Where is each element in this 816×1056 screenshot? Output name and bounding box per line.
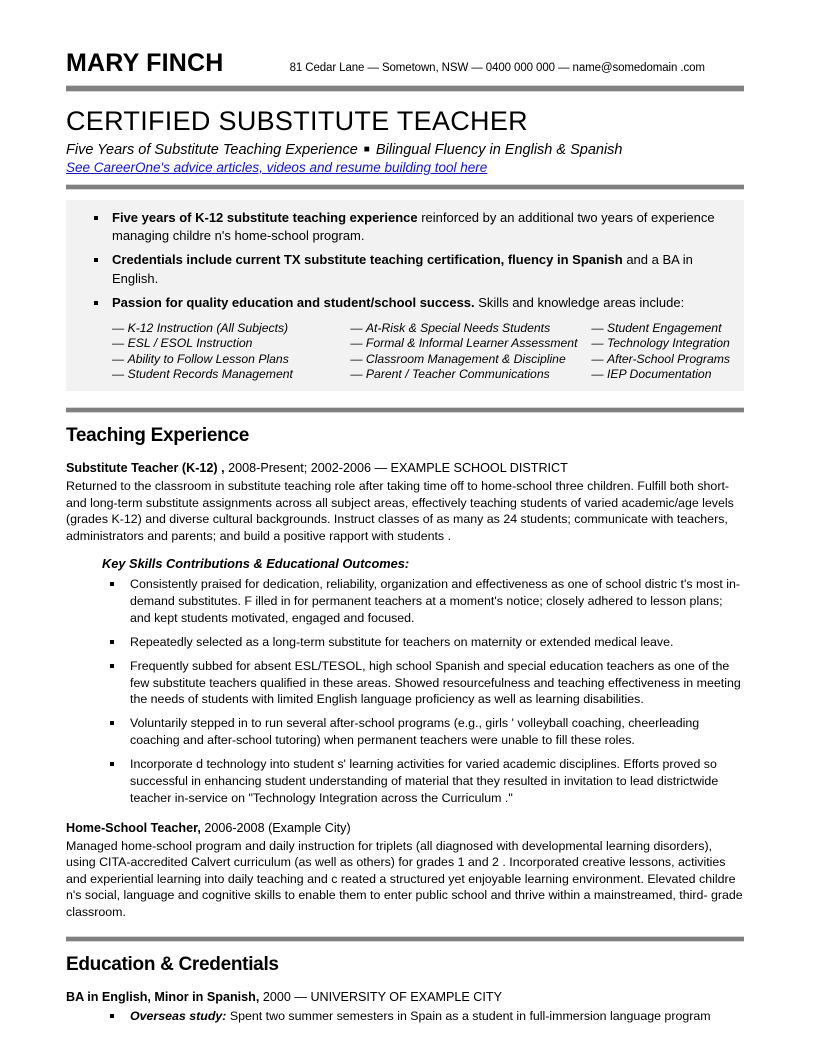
skill-item: — At-Risk & Special Needs Students (350, 321, 591, 336)
education-detail-list (66, 1008, 744, 1025)
skill-item: — IEP Documentation (591, 367, 730, 382)
job-role: Home-School Teacher, (66, 820, 201, 835)
degree-line (66, 989, 744, 1006)
job-dates-employer: 2008-Present; 2002-2006 — EXAMPLE SCHOOL DISTRICT (224, 461, 568, 476)
degree-year-school: 2000 — UNIVERSITY OF EXAMPLE CITY (259, 990, 502, 1005)
degree-name: BA in English, Minor in Spanish, (66, 990, 260, 1005)
square-bullet-icon: ■ (363, 143, 370, 155)
job-title-home-school-teacher (66, 820, 744, 837)
advice-articles-link[interactable]: See CareerOne's advice articles, videos and resume building tool here (66, 159, 488, 175)
education-divider (66, 936, 744, 942)
skills-columns (78, 321, 730, 383)
list-item: Incorporate d technology into student s' learning activities for varied academic disciplines. Efforts proved so successful in enhancing student understanding of material that they resulted in invitation to lead districtwide teacher in-service on "Technology Integration across the Curriculum ." (102, 756, 744, 807)
candidate-name: MARY FINCH (66, 49, 224, 77)
summary-bullet-lead: Passion for quality education and student/school success. (112, 295, 475, 311)
skill-item: — Student Engagement (591, 321, 730, 336)
summary-bullet-list (78, 209, 730, 313)
key-skills-subheading: Key Skills Contributions & Educational Outcomes: (102, 556, 410, 572)
tagline-left: Five Years of Substitute Teaching Experience (66, 141, 358, 158)
skill-item: — Ability to Follow Lesson Plans (112, 352, 350, 367)
summary-bullet-rest: reinforced by an additional two years of experience managing childre n's home-school program. (112, 209, 715, 243)
skill-item: — After-School Programs (591, 352, 730, 367)
skill-item: — Technology Integration (591, 336, 730, 351)
title-divider (66, 184, 744, 190)
skills-column-3 (591, 321, 730, 383)
summary-bullet-rest: and a BA in English. (112, 252, 693, 286)
list-item: Repeatedly selected as a long-term substitute for teachers on maternity or extended medical leave. (102, 634, 744, 651)
overseas-study-label: Overseas study: (130, 1009, 227, 1024)
header-divider (66, 85, 744, 92)
experience-divider (66, 407, 744, 413)
summary-bullet (78, 209, 730, 246)
summary-bullet-lead: Credentials include current TX substitute teaching certification, fluency in Spanish (112, 252, 623, 268)
summary-bullet (78, 251, 730, 288)
page-title: CERTIFIED SUBSTITUTE TEACHER (66, 105, 528, 136)
contact-line: 81 Cedar Lane — Sometown, NSW — 0400 000 000 — name@somedomain .com (289, 62, 705, 74)
skill-item: — Formal & Informal Learner Assessment (350, 336, 591, 351)
skills-column-1 (112, 321, 350, 383)
summary-bullet-lead: Five years of K-12 substitute teaching experience (112, 209, 418, 225)
skill-item: — Student Records Management (112, 367, 350, 382)
summary-bullet (78, 294, 730, 312)
list-item: Consistently praised for dedication, reliability, organization and effectiveness as one of school distric t's most in-demand substitutes. F illed in for permanent teachers at a moment's notice; closely adhered to lesson plans; and kept students motivated, engaged and focused. (102, 576, 744, 627)
job-dates-employer: 2006-2008 (Example City) (200, 820, 351, 835)
tagline (66, 142, 744, 158)
skill-item: — Parent / Teacher Communications (350, 367, 591, 382)
section-heading-education: Education & Credentials (66, 954, 279, 976)
list-item: Frequently subbed for absent ESL/TESOL, high school Spanish and special education teachers as one of the few substitute teachers qualified in these areas. Showed resourcefulness and teaching effectiveness in meeting the needs of students with limited English language proficiency as well as learning disabilities. (102, 658, 744, 709)
list-item (102, 1008, 744, 1025)
section-heading-experience: Teaching Experience (66, 425, 249, 447)
resume-header (66, 50, 744, 78)
job-description: Managed home-school program and daily instruction for triplets (all diagnosed with developmental learning disorders), using CITA-accredited Calvert curriculum (as well as others) for grades 1 and 2 . Incorporated creative lessons, activities and experiential learning into daily teaching and c reated a structured yet enjoyable learning environment. Elevated childre n's social, language and cognitive skills to enable them to enter public school and thrive within a mainstreamed, third- grade classroom. (66, 838, 743, 919)
tagline-right: Bilingual Fluency in English & Spanish (375, 141, 623, 158)
summary-box (66, 200, 744, 392)
summary-bullet-rest: Skills and knowledge areas include: (474, 295, 685, 311)
skill-item: — K-12 Instruction (All Subjects) (112, 321, 350, 336)
job-role: Substitute Teacher (K-12) , (66, 461, 225, 476)
job-description: Returned to the classroom in substitute teaching role after taking time off to home-school three children. Fulfill both short- and long-term substitute assignments across all subject areas, effectively teaching students of varied academic/age levels (grades K-12) and diverse cultural backgrounds. Instruct classes of as many as 24 students; communicate with teachers, administrators and parents; and build a positive rapport with students . (66, 479, 734, 543)
achievement-list (66, 576, 744, 806)
skills-column-2 (350, 321, 591, 383)
skill-item: — ESL / ESOL Instruction (112, 336, 350, 351)
job-title-substitute-teacher (66, 460, 744, 477)
skill-item: — Classroom Management & Discipline (350, 352, 591, 367)
overseas-study-text: Spent two summer semesters in Spain as a student in full-immersion language program (226, 1009, 711, 1024)
list-item: Voluntarily stepped in to run several after-school programs (e.g., girls ' volleyball coaching, cheerleading coaching and after-school tutoring) when permanent teachers were unable to fill these roles. (102, 715, 744, 749)
